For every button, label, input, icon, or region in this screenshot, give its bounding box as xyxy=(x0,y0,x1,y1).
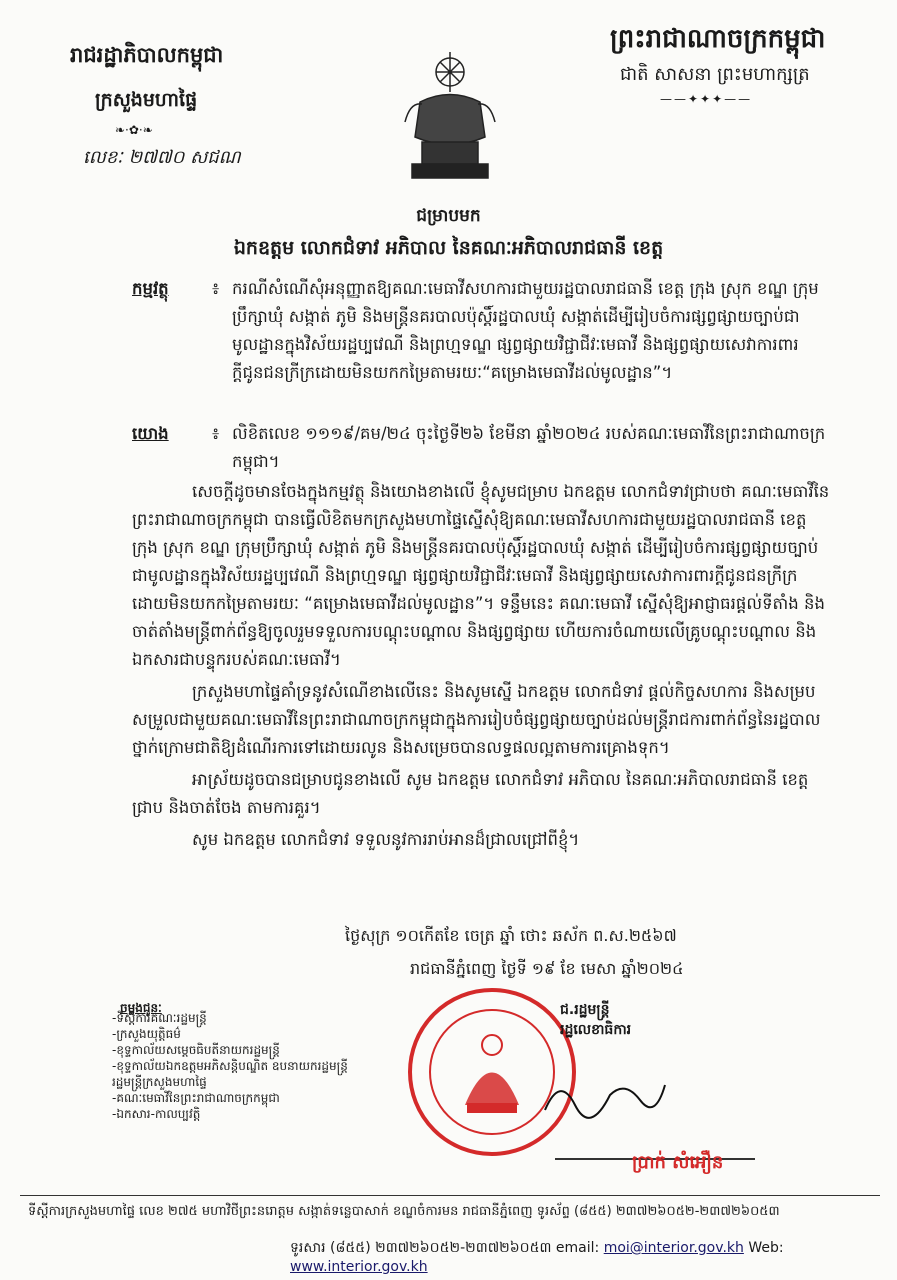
cc-item: -ខុទ្ទកាល័យឯកឧត្តមអភិសន្តិបណ្ឌិត ឧបនាយករដ្ឋមន្ត្រី រដ្ឋមន្ត្រីក្រសួងមហាផ្ទៃ xyxy=(112,1059,348,1089)
signatory-title: ជ.រដ្ឋមន្ត្រី xyxy=(560,1002,610,1018)
royal-emblem-icon xyxy=(390,42,510,192)
cc-list xyxy=(112,1010,352,1122)
ornament-divider: ❧·✿·❧ xyxy=(115,123,153,137)
national-motto: ជាតិ សាសនា ព្រះមហាក្សត្រ xyxy=(620,64,810,85)
subject-colon: ៖ xyxy=(212,279,220,298)
reference-text: លិខិតលេខ ១១១៩/គម/២៤ ចុះថ្ងៃទី២៦ ខែមីនា ឆ្នាំ២០២៤ របស់គណៈមេធាវីនៃព្រះរាជាណាចក្រកម្ពុជា។ xyxy=(232,424,826,471)
body-paragraph-1: សេចក្ដីដូចមានចែងក្នុងកម្មវត្ថុ និងយោងខាងលើ ខ្ញុំសូមជម្រាប ឯកឧត្តម លោកជំទាវជ្រាបថា គណៈមេធាវីនៃព្រះរាជាណាចក្រកម្ពុជា បានធ្វើលិខិតមកក្រសួងមហាផ្ទៃស្នើសុំឱ្យគណៈមេធាវីសហការជាមួយរដ្ឋបាលរាជធានី ខេត្ត ក្រុង ស្រុក ខណ្ឌ ក្រុមប្រឹក្សាឃុំ សង្កាត់ ភូមិ និងមន្ត្រីនគរបាលប៉ុស្តិ៍រដ្ឋបាលឃុំ សង្កាត់ ដើម្បីរៀបចំការផ្សព្វផ្សាយច្បាប់ជាមូលដ្ឋានក្នុងវិស័យរដ្ឋប្បវេណី និងព្រហ្មទណ្ឌ ផ្សព្វផ្សាយវិជ្ជាជីវៈមេធាវី និងផ្សព្វផ្សាយសេវាការពារក្ដីជូនជនក្រីក្រដោយមិនយកកម្រៃតាមរយៈ “គម្រោងមេធាវីដល់មូលដ្ឋាន”។ ទន្ទឹមនេះ គណៈមេធាវី ស្នើសុំឱ្យអាជ្ញាធរផ្ដល់ទីតាំង និងចាត់តាំងមន្ត្រីពាក់ព័ន្ធឱ្យចូលរួមទទួលការបណ្ដុះបណ្ដាល និងផ្សព្វផ្សាយ ហើយការចំណាយលើគ្រូបណ្ដុះបណ្ដាល និងឯកសារជាបន្ទុករបស់គណៈមេធាវី។ xyxy=(132,482,830,669)
cc-item: -ឯកសារ-កាលប្បវត្តិ xyxy=(112,1107,201,1121)
cc-title: ចម្លងជូនៈ xyxy=(120,1001,162,1015)
footer-divider xyxy=(20,1195,880,1196)
ministry-name: ក្រសួងមហាផ្ទៃ xyxy=(95,89,198,111)
handwritten-signature-icon xyxy=(540,1070,670,1120)
footer-web-label: Web: xyxy=(748,1240,784,1256)
document-reference-number: លេខៈ ២៧៧០ សជណ xyxy=(83,147,241,168)
subject-text: ករណីសំណើសុំអនុញ្ញាតឱ្យគណៈមេធាវីសហការជាមួយរដ្ឋបាលរាជធានី ខេត្ត ក្រុង ស្រុក ខណ្ឌ ក្រុមប្រឹក្សាឃុំ សង្កាត់ ភូមិ និងមន្ត្រីនគរបាលប៉ុស្តិ៍រដ្ឋបាលឃុំ សង្កាត់ដើម្បីរៀបចំការផ្សព្វផ្សាយច្បាប់ជាមូលដ្ឋានក្នុងវិស័យរដ្ឋប្បវេណី និងព្រហ្មទណ្ឌ ផ្សព្វផ្សាយវិជ្ជាជីវៈមេធាវី និងផ្សព្វផ្សាយសេវាការពារក្ដីជូនជនក្រីក្រដោយមិនយកកម្រៃតាមរយៈ“គម្រោងមេធាវីដល់មូលដ្ឋាន”។ xyxy=(232,279,819,382)
reference-colon: ៖ xyxy=(212,424,220,443)
addressee-line: ឯកឧត្តម លោកជំទាវ អភិបាល នៃគណៈអភិបាលរាជធានី ខេត្ត xyxy=(233,237,664,259)
cc-item: -ខុទ្ទកាល័យសម្ដេចធិបតីនាយករដ្ឋមន្ត្រី xyxy=(112,1043,280,1057)
signatory-name: ប្រាក់ សំអឿន xyxy=(632,1152,724,1173)
cc-item: -គណៈមេធាវីនៃព្រះរាជាណាចក្រកម្ពុជា xyxy=(112,1091,280,1105)
footer-address: ទីស្ដីការក្រសួងមហាផ្ទៃ លេខ ២៧៥ មហាវិថីព្រះនរោត្តម សង្កាត់ទន្លេបាសាក់ ខណ្ឌចំការមន រាជធានីភ្នំពេញ ទូរស័ព្ទ (៨៥៥) ២៣៧២៦០៥២-២៣៧២៦០៥៣ xyxy=(28,1204,780,1219)
reference-label: យោង xyxy=(132,424,169,443)
footer-fax: ទូរសារ (៨៥៥) ២៣៧២៦០៥២-២៣៧២៦០៥៣ xyxy=(290,1240,552,1256)
kingdom-title: ព្រះរាជាណាចក្រកម្ពុជា xyxy=(610,24,826,54)
signatory-role: រដ្ឋលេខាធិការ xyxy=(560,1022,632,1038)
closing-line: សូម ឯកឧត្តម លោកជំទាវ ទទួលនូវការរាប់អានដ៏ជ្រាលជ្រៅពីខ្ញុំ។ xyxy=(192,830,580,849)
footer-email-label: email: xyxy=(555,1240,600,1256)
motto-ornament: ——✦✦✦—— xyxy=(660,92,753,106)
subject-label: កម្មវត្ថុ xyxy=(132,279,169,298)
cc-item: -ទីស្ដីការគណៈរដ្ឋមន្ត្រី xyxy=(112,1011,207,1025)
solar-date: រាជធានីភ្នំពេញ ថ្ងៃទី ១៩ ខែ មេសា ឆ្នាំ២០២៤ xyxy=(410,959,684,978)
body-paragraph-2: ក្រសួងមហាផ្ទៃគាំទ្រនូវសំណើខាងលើនេះ និងសូមស្នើ ឯកឧត្តម លោកជំទាវ ផ្ដល់កិច្ចសហការ និងសម្របសម្រួលជាមួយគណៈមេធាវីនៃព្រះរាជាណាចក្រកម្ពុជាក្នុងការរៀបចំផ្សព្វផ្សាយច្បាប់ដល់មន្ត្រីរាជការពាក់ព័ន្ធនៃរដ្ឋបាលថ្នាក់ក្រោមជាតិឱ្យដំណើរការទៅដោយរលូន និងសម្រេចបានលទ្ធផលល្អតាមការគ្រោងទុក។ xyxy=(132,682,821,757)
greeting-heading: ជម្រាបមក xyxy=(416,206,481,226)
body-paragraph-3: អាស្រ័យដូចបានជម្រាបជូនខាងលើ សូម ឯកឧត្តម លោកជំទាវ អភិបាល នៃគណៈអភិបាលរាជធានី ខេត្ត ជ្រាប និងចាត់ចែង តាមការគួរ។ xyxy=(132,770,809,817)
footer-email-link[interactable]: moi@interior.gov.kh xyxy=(603,1240,744,1256)
cc-item: -ក្រសួងយុត្តិធម៌ xyxy=(112,1027,181,1041)
government-name: រាជរដ្ឋាភិបាលកម្ពុជា xyxy=(70,42,224,67)
footer-web-link[interactable]: www.interior.gov.kh xyxy=(290,1259,428,1275)
lunar-date: ថ្ងៃសុក្រ ១០កើតខែ ចេត្រ ឆ្នាំ ថោះ ឆស័ក ព.ស.២៥៦៧ xyxy=(345,926,677,945)
